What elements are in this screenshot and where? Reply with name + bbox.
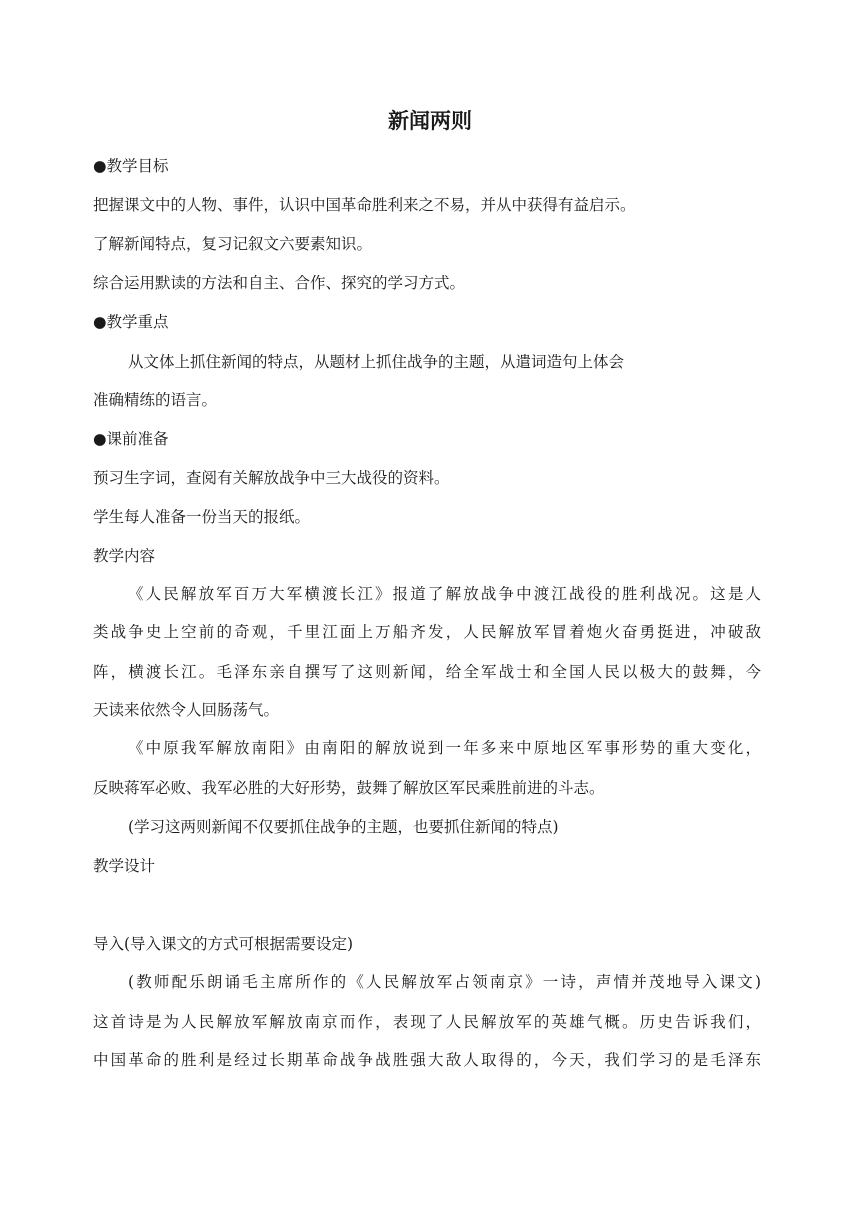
focus-line: 从文体上抓住新闻的特点，从题材上抓住战争的主题，从遣词造句上体会 bbox=[128, 353, 625, 371]
objective-item: 综合运用默读的方法和自主、合作、探究的学习方式。 bbox=[93, 274, 466, 292]
content-heading: 教学内容 bbox=[93, 547, 156, 565]
intro-heading: 导入(导入课文的方式可根据需要设定) bbox=[93, 935, 354, 953]
content-paragraph-line: 《中原我军解放南阳》由南阳的解放说到一年多来中原地区军事形势的重大变化， bbox=[128, 739, 761, 757]
content-paragraph-line: 天读来依然令人回肠荡气。 bbox=[93, 701, 280, 719]
intro-line: (教师配乐朗诵毛主席所作的《人民解放军占领南京》一诗，声情并茂地导入课文) bbox=[128, 973, 761, 991]
objective-item: 把握课文中的人物、事件，认识中国革命胜利来之不易，并从中获得有益启示。 bbox=[93, 196, 636, 214]
content-paragraph-line: 反映蒋军必败、我军必胜的大好形势，鼓舞了解放区军民乘胜前进的斗志。 bbox=[93, 779, 605, 797]
prep-item: 预习生字词，查阅有关解放战争中三大战役的资料。 bbox=[93, 469, 450, 487]
prep-item: 学生每人准备一份当天的报纸。 bbox=[93, 508, 311, 526]
document-title: 新闻两则 bbox=[388, 109, 472, 133]
intro-line: 中国革命的胜利是经过长期革命战争战胜强大敌人取得的，今天，我们学习的是毛泽东 bbox=[93, 1051, 761, 1069]
focus-line: 准确精练的语言。 bbox=[93, 391, 218, 409]
content-paragraph-line: 类战争史上空前的奇观，千里江面上万船齐发，人民解放军冒着炮火奋勇挺进，冲破敌 bbox=[93, 623, 761, 641]
objective-item: 了解新闻特点，复习记叙文六要素知识。 bbox=[93, 235, 373, 253]
prep-heading: ●课前准备 bbox=[93, 430, 169, 448]
design-heading: 教学设计 bbox=[93, 857, 156, 875]
content-note: (学习这两则新闻不仅要抓住战争的主题，也要抓住新闻的特点) bbox=[128, 818, 559, 836]
content-paragraph-line: 阵，横渡长江。毛泽东亲自撰写了这则新闻，给全军战士和全国人民以极大的鼓舞，今 bbox=[93, 663, 761, 681]
focus-heading: ●教学重点 bbox=[93, 313, 169, 331]
content-paragraph-line: 《人民解放军百万大军横渡长江》报道了解放战争中渡江战役的胜利战况。这是人 bbox=[128, 585, 761, 603]
objectives-heading: ●教学目标 bbox=[93, 157, 169, 175]
intro-line: 这首诗是为人民解放军解放南京而作，表现了人民解放军的英雄气概。历史告诉我们， bbox=[93, 1013, 761, 1031]
